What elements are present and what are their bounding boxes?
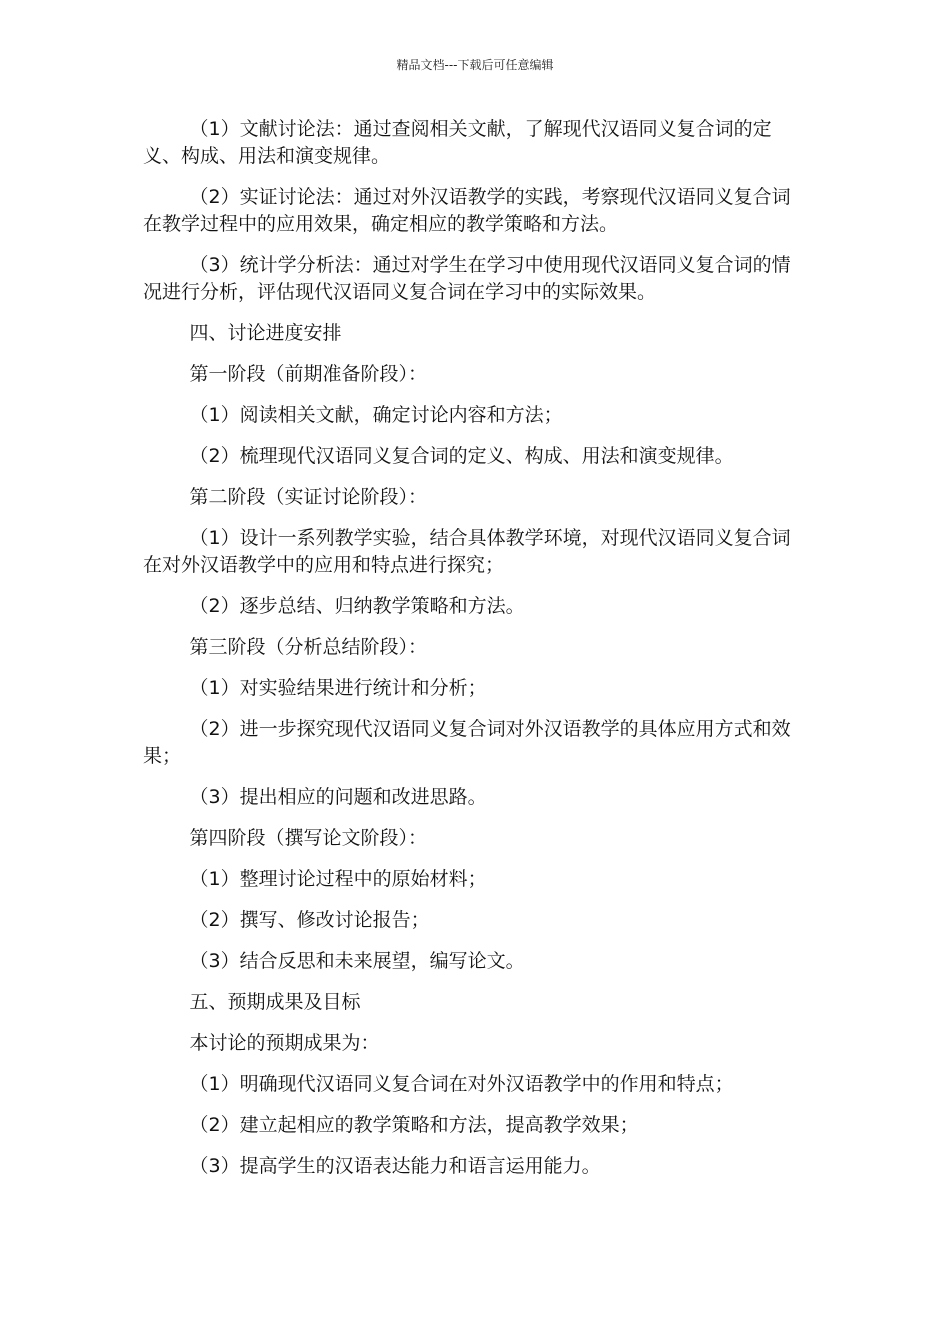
stage-three-heading: 第三阶段（分析总结阶段）： — [189, 636, 428, 658]
list-item: （1）整理讨论过程中的原始材料； — [189, 868, 487, 890]
section-heading-outcomes: 五、预期成果及目标 — [189, 991, 361, 1013]
outcomes-intro: 本讨论的预期成果为： — [189, 1032, 380, 1054]
list-item: （3）提高学生的汉语表达能力和语言运用能力。 — [189, 1155, 601, 1177]
list-item: （3）结合反思和未来展望，编写论文。 — [189, 950, 525, 972]
list-item: （1）设计一系列教学实验，结合具体教学环境，对现代汉语同义复合词在对外汉语教学中的应用和特点进行探究； — [143, 527, 791, 576]
list-item: （2）进一步探究现代汉语同义复合词对外汉语教学的具体应用方式和效果； — [143, 718, 791, 767]
list-item: （3）提出相应的问题和改进思路。 — [189, 786, 487, 808]
list-item: （2）撰写、修改讨论报告； — [189, 909, 430, 931]
stage-two-heading: 第二阶段（实证讨论阶段）： — [189, 486, 428, 508]
section-heading-schedule: 四、讨论进度安排 — [189, 322, 342, 344]
stage-one-heading: 第一阶段（前期准备阶段）： — [189, 363, 428, 385]
method-literature: （1）文献讨论法：通过查阅相关文献，了解现代汉语同义复合词的定义、构成、用法和演变规律。 — [143, 118, 772, 167]
stage-four-heading: 第四阶段（撰写论文阶段）： — [189, 827, 428, 849]
method-empirical: （2）实证讨论法：通过对外汉语教学的实践，考察现代汉语同义复合词在教学过程中的应用效果，确定相应的教学策略和方法。 — [143, 186, 791, 235]
method-statistical: （3）统计学分析法：通过对学生在学习中使用现代汉语同义复合词的情况进行分析，评估现代汉语同义复合词在学习中的实际效果。 — [143, 254, 791, 303]
list-item: （2）逐步总结、归纳教学策略和方法。 — [189, 595, 525, 617]
list-item: （1）阅读相关文献，确定讨论内容和方法； — [189, 404, 563, 426]
page-header: 精品文档---下载后可任意编辑 — [396, 58, 554, 72]
list-item: （1）对实验结果进行统计和分析； — [189, 677, 487, 699]
document-body — [143, 116, 807, 1194]
list-item: （2）建立起相应的教学策略和方法，提高教学效果； — [189, 1114, 639, 1136]
list-item: （1）明确现代汉语同义复合词在对外汉语教学中的作用和特点； — [189, 1073, 734, 1095]
list-item: （2）梳理现代汉语同义复合词的定义、构成、用法和演变规律。 — [189, 445, 734, 467]
